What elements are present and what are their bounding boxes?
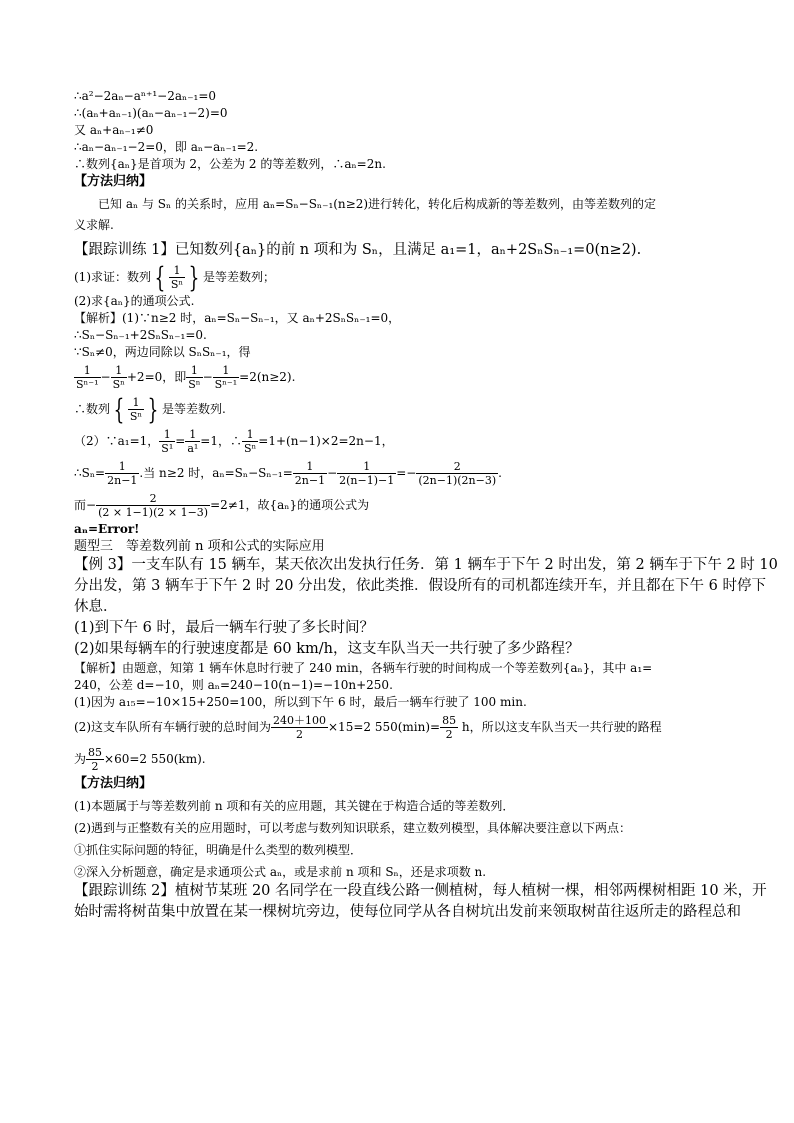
- fraction-denominator: Sⁿ: [112, 378, 125, 391]
- text-fragment: =2≠1，故{aₙ}的通项公式为: [210, 498, 370, 512]
- fraction-denominator: 2n−1: [107, 474, 138, 487]
- fraction-numerator: 1: [186, 364, 202, 378]
- brace-glyph: {: [154, 260, 166, 294]
- fraction-numerator: 85: [442, 714, 457, 727]
- section-heading-method: 【方法归纳】: [74, 174, 153, 189]
- fraction-denominator: Sⁿ: [170, 278, 184, 291]
- text-line: ∴aₙ−aₙ₋₁−2=0，即 aₙ−aₙ₋₁=2.: [74, 140, 259, 154]
- text-fragment: ∴Sₙ=: [74, 466, 106, 480]
- text-line: (2)遇到与正整数有关的应用题时，可以考虑与数列知识联系，建立数列模型，具体解决要注意以下两点：: [74, 821, 632, 835]
- exercise-question: (2)求{aₙ}的通项公式.: [74, 294, 195, 308]
- fraction: [271, 714, 328, 741]
- solution-line: [74, 457, 734, 489]
- solution-line: ∴Sₙ−Sₙ₋₁+2SₙSₙ₋₁=0.: [74, 328, 207, 342]
- text-fragment: =2(n≥2).: [239, 370, 296, 384]
- brace-glyph: }: [188, 260, 200, 294]
- section-heading-method: 【方法归纳】: [74, 776, 153, 791]
- text-fragment: +2=0，即: [126, 370, 187, 384]
- fraction-denominator: (2 × 1−1)(2 × 1−3): [98, 506, 209, 519]
- fraction-numerator: 1: [242, 428, 258, 442]
- text-fragment: (1)求证：数列: [74, 270, 151, 284]
- example-line: 【例 3】一支车队有 15 辆车，某天依次出发执行任务．第 1 辆车于下午 2 时出发，第 2 辆车于下午 2 时 10: [74, 557, 778, 573]
- text-line: 义求解.: [74, 218, 114, 232]
- section-heading-type3: 题型三 等差数列前 n 项和公式的实际应用: [74, 539, 325, 554]
- fraction-numerator: 1: [185, 428, 200, 442]
- text-line: 又 aₙ+aₙ₋₁≠0: [74, 123, 154, 137]
- brace-glyph: {: [113, 392, 125, 426]
- fraction-numerator: 1: [74, 364, 101, 378]
- solution-line: [74, 711, 734, 743]
- brace-glyph: }: [147, 392, 159, 426]
- document-page: [74, 88, 778, 923]
- solution-line: [74, 489, 734, 521]
- text-fragment: −: [327, 466, 338, 480]
- text-fragment: 而−: [74, 498, 97, 512]
- fraction-denominator: S¹: [161, 442, 174, 455]
- fraction-denominator: Sⁿ⁻¹: [76, 378, 99, 391]
- example-question: (2)如果每辆车的行驶速度都是 60 km/h，这支车队当天一共行驶了多少路程？: [74, 641, 580, 657]
- text-fragment: ×15=2 550(min)=: [328, 720, 441, 734]
- text-line: (1)本题属于与等差数列前 n 项和有关的应用题，其关键在于构造合适的等差数列．: [74, 799, 515, 813]
- fraction: [213, 364, 240, 391]
- fraction: [185, 428, 200, 455]
- fraction-denominator: Sⁿ: [129, 410, 143, 423]
- fraction: [169, 264, 185, 291]
- solution-line: 【解析】(1)∵n≥2 时，aₙ=Sₙ−Sₙ₋₁，又 aₙ+2SₙSₙ₋₁=0，: [74, 311, 401, 325]
- fraction-denominator: 2n−1: [294, 474, 326, 487]
- text-line: 已知 aₙ 与 Sₙ 的关系时，应用 aₙ=Sₙ−Sₙ₋₁(n≥2)进行转化，转化后构成新的等差数列，由等差数列的定: [98, 197, 657, 211]
- exercise-question: [74, 261, 734, 293]
- fraction-numerator: 1: [111, 364, 127, 378]
- fraction: [337, 460, 396, 487]
- fraction-numerator: 1: [213, 364, 240, 378]
- text-fragment: ×60=2 550(km).: [104, 752, 206, 766]
- solution-line: 【解析】由题意，知第 1 辆车休息时行驶了 240 min，各辆车行驶的时间构成一个等差数列{aₙ}，其中 a₁=: [74, 661, 653, 675]
- text-fragment: (2)这支车队所有车辆行驶的总时间为: [74, 720, 271, 734]
- fraction: [111, 364, 127, 391]
- example-line: 休息．: [74, 599, 118, 615]
- fraction: [440, 714, 458, 741]
- fraction-denominator: 2: [445, 728, 453, 741]
- solution-line: [74, 425, 734, 457]
- example-question: (1)到下午 6 时，最后一辆车行驶了多长时间？: [74, 620, 374, 636]
- fraction-numerator: 1: [159, 428, 175, 442]
- fraction: [159, 428, 175, 455]
- fraction: [128, 396, 144, 423]
- fraction: [186, 364, 202, 391]
- solution-line: [74, 743, 734, 775]
- fraction-denominator: (2n−1)(2n−3): [418, 474, 497, 487]
- solution-line: (1)因为 a₁₅=−10×15+250=100，所以到下午 6 时，最后一辆车行驶了 100 min.: [74, 695, 527, 709]
- text-fragment: =1，∴: [200, 434, 242, 448]
- fraction-numerator: 1: [105, 460, 139, 474]
- solution-line: [74, 361, 734, 393]
- fraction: [293, 460, 327, 487]
- solution-line: ∵Sₙ≠0，两边同除以 SₙSₙ₋₁，得: [74, 345, 251, 359]
- text-line: ∴a²−2aₙ−aⁿ⁺¹−2aₙ₋₁=0: [74, 89, 217, 103]
- text-line: ②深入分析题意，确定是求通项公式 aₙ，或是求前 n 项和 Sₙ，还是求项数 n.: [74, 865, 487, 879]
- fraction-numerator: 1: [169, 264, 185, 278]
- text-fragment: =1+(n−1)×2=2n−1，: [258, 434, 394, 448]
- fraction: [96, 492, 210, 519]
- fraction: [74, 364, 101, 391]
- text-fragment: ∴数列: [74, 402, 111, 416]
- text-line: ∴(aₙ+aₙ₋₁)(aₙ−aₙ₋₁−2)=0: [74, 106, 228, 120]
- exercise-title: 【跟踪训练 1】已知数列{aₙ}的前 n 项和为 Sₙ，且满足 a₁=1，aₙ+2SₙSₙ₋₁=0(n≥2).: [74, 242, 642, 258]
- solution-line: 240，公差 d=−10，则 aₙ=240−10(n−1)=−10n+250.: [74, 678, 393, 692]
- text-fragment: 是等差数列.: [161, 402, 226, 416]
- text-fragment: 是等差数列；: [202, 270, 275, 284]
- fraction-denominator: Sⁿ: [243, 442, 257, 455]
- text-fragment: =: [175, 434, 186, 448]
- fraction-numerator: 2: [96, 492, 210, 506]
- fraction-denominator: Sⁿ⁻¹: [214, 378, 238, 391]
- text-fragment: 为: [74, 752, 87, 766]
- fraction-denominator: 2: [91, 760, 99, 773]
- fraction-numerator: 240＋100: [273, 714, 326, 727]
- fraction-numerator: 85: [88, 746, 103, 759]
- exercise-title: 【跟踪训练 2】植树节某班 20 名同学在一段直线公路一侧植树，每人植树一棵，相邻两棵树相距 10 米，开: [74, 883, 767, 899]
- text-fragment: −: [202, 370, 213, 384]
- exercise-line: 始时需将树苗集中放置在某一棵树坑旁边，使每位同学从各自树坑出发前来领取树苗往返所走的路程总和: [74, 904, 741, 920]
- fraction-numerator: 1: [337, 460, 396, 474]
- fraction-numerator: 1: [128, 396, 144, 410]
- text-line: ①抓住实际问题的特征，明确是什么类型的数列模型．: [74, 843, 363, 857]
- fraction: [416, 460, 498, 487]
- fraction-numerator: 2: [416, 460, 498, 474]
- text-fragment: （2）∵a₁=1，: [74, 434, 160, 448]
- fraction-denominator: 2: [296, 728, 303, 741]
- fraction-denominator: Sⁿ: [188, 378, 201, 391]
- text-fragment: h，所以这支车队当天一共行驶的路程: [458, 720, 662, 734]
- text-fragment: =−: [396, 466, 417, 480]
- text-fragment: .当 n≥2 时，aₙ=Sₙ−Sₙ₋₁=: [139, 466, 293, 480]
- fraction: [86, 746, 104, 773]
- solution-line: aₙ=Error!: [74, 522, 140, 536]
- example-line: 分出发，第 3 辆车于下午 2 时 20 分出发，依此类推．假设所有的司机都连续开车，并且都在下午 6 时停下: [74, 578, 766, 594]
- fraction-denominator: 2(n−1)−1: [339, 474, 395, 487]
- text-fragment: .: [498, 466, 502, 480]
- fraction: [242, 428, 258, 455]
- solution-line: [74, 393, 734, 425]
- text-line: ∴数列{aₙ}是首项为 2，公差为 2 的等差数列，∴aₙ=2n.: [74, 157, 386, 171]
- text-fragment: −: [100, 370, 111, 384]
- fraction-numerator: 1: [293, 460, 327, 474]
- fraction-denominator: a¹: [187, 442, 199, 455]
- fraction: [105, 460, 139, 487]
